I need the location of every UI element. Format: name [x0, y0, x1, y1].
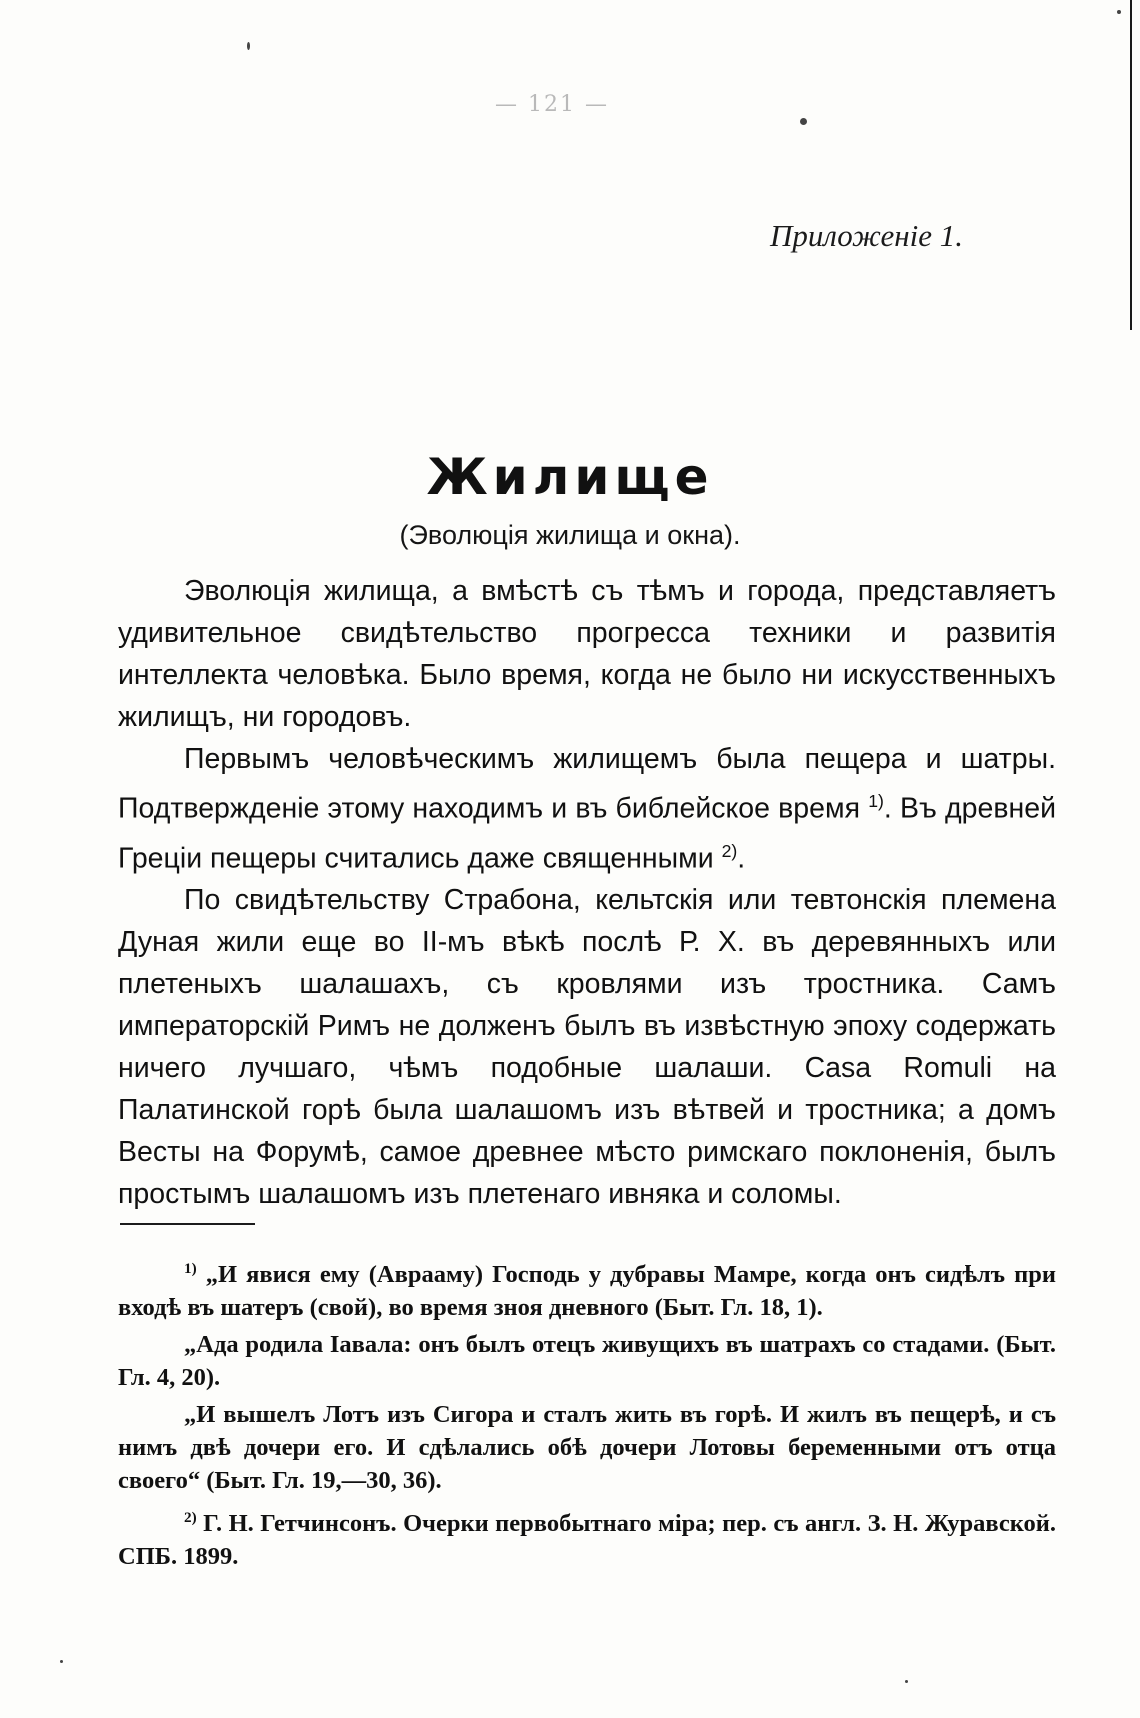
body-text: [118, 570, 1056, 1215]
footnote-1-text: „И явися ему (Аврааму) Господь у дубравы Мамре, когда онъ сидѣлъ при входѣ въ шатеръ (свой), во время зноя дневного (Быт. Гл. 18, 1).: [118, 1261, 1057, 1322]
page-number: — 121 —: [495, 92, 609, 117]
appendix-label: Приложеніе 1.: [770, 218, 963, 253]
paragraph-3: По свидѣтельству Страбона, кельтскія или тевтонскія племена Дуная жили еще во II-мъ вѣкѣ послѣ Р. Х. въ деревянныхъ или плетеныхъ шалашахъ, съ кровлями изъ тростника. Самъ императорскій Римъ не долженъ былъ въ извѣстную эпоху содержать ничего лучшаго, чѣмъ подобные шалаши. Casa Romuli на Палатинской горѣ была шалашомъ изъ вѣтвей и тростника; а домъ Весты на Форумѣ, самое древнее мѣсто римскаго поклоненія, былъ простымъ шалашомъ изъ плетенаго ивняка и соломы.: [118, 884, 1056, 1210]
footnote-1-cont-a: „Ада родила Іавала: онъ былъ отецъ живущихъ въ шатрахъ со стадами. (Быт. Гл. 4, 20).: [118, 1331, 1056, 1392]
scan-speck: [905, 1680, 908, 1683]
paragraph-1: Эволюція жилища, а вмѣстѣ съ тѣмъ и города, представляетъ удивительное свидѣтельство прогресса техники и развитія интеллекта человѣка. Было время, когда не было ни искусственныхъ жилищъ, ни городовъ.: [118, 575, 1056, 733]
scan-speck: [1117, 10, 1121, 14]
paragraph-2-text: Первымъ человѣческимъ жилищемъ была пещера и шатры. Подтвержденіе этому находимъ и въ библейское время: [118, 743, 1056, 825]
scan-speck: [247, 42, 250, 50]
page-title: Жилище: [426, 448, 714, 506]
footnote-divider: [120, 1223, 255, 1225]
footnote-2-text: Г. Н. Гетчинсонъ. Очерки первобытнаго міра; пер. съ англ. З. Н. Журавской. СПБ. 1899.: [118, 1510, 1057, 1571]
footnote-2-marker: 2): [184, 1509, 197, 1527]
scan-speck: [800, 118, 807, 125]
paragraph-2-end: .: [737, 842, 746, 874]
paragraph-2-text-cont: . Въ древней Греціи пещеры считались даже священными: [118, 792, 1056, 874]
footnote-ref-2: 2): [721, 840, 738, 861]
footnote-1: [118, 1252, 1056, 1324]
footnotes: [118, 1252, 1056, 1577]
page-subtitle: (Эволюція жилища и окна).: [399, 520, 741, 550]
footnote-ref-1: 1): [868, 791, 884, 811]
scan-speck: [60, 1660, 63, 1663]
footnote-1-cont-b: „И вышелъ Лотъ изъ Сигора и сталъ жить въ горѣ. И жилъ въ пещерѣ, и съ нимъ двѣ дочери его. И сдѣлались обѣ дочери Лотовы беременными отъ отца своего“ (Быт. Гл. 19,—30, 36).: [118, 1401, 1056, 1495]
footnote-2: [118, 1501, 1056, 1573]
footnote-1-marker: 1): [184, 1260, 197, 1277]
paragraph-2: [118, 738, 1056, 879]
page-edge-rule: [1130, 0, 1132, 330]
